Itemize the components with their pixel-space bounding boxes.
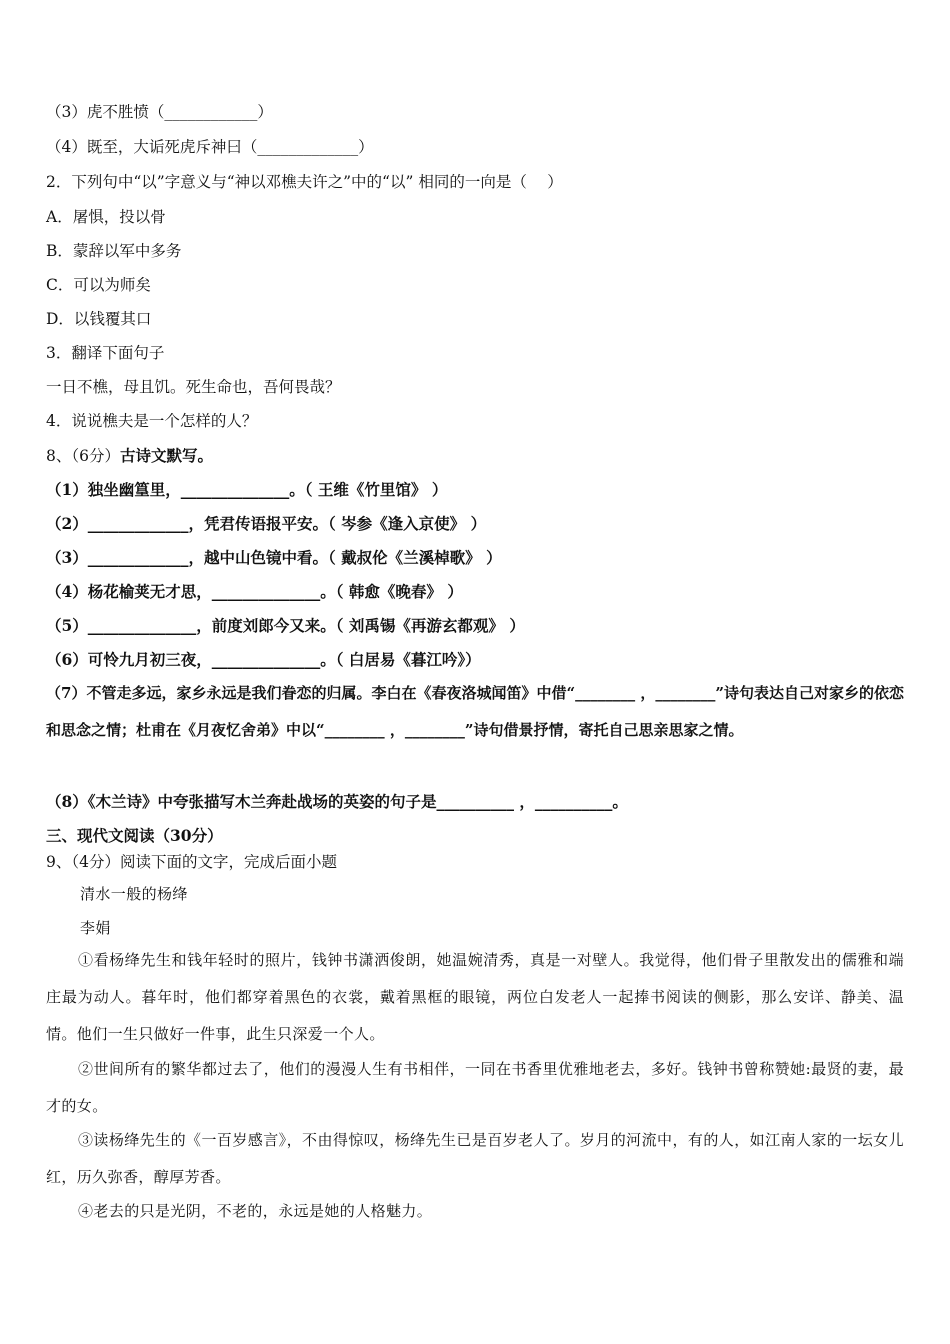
q8-item-5: （5）______________，前度刘郎今又来。（ 刘禹锡《再游玄都观》 ） [46,616,525,635]
article-paragraph-3: ③读杨绛先生的《一百岁感言》，不由得惊叹，杨绛先生已是百岁老人了。岁月的河流中，有的人，如江南人家的一坛女儿红，历久弥香，醇厚芳香。 [46,1131,904,1186]
q8-heading-title: 古诗文默写。 [119,446,213,465]
q3-stem: 3．翻译下面句子 [46,344,165,362]
q3-sentence: 一日不樵，母且饥。死生命也，吾何畏哉？ [46,378,341,396]
q8-item-8: （8）《木兰诗》中夸张描写木兰奔赴战场的英姿的句子是__________ ，__________。 [46,792,628,811]
q2-stem: 2．下列句中“以”字意义与“神以邓樵夫许之”中的“以” 相同的一向是（ ） [46,173,563,191]
q1-item-4: （4）既至，大诟死虎斥神曰（_____________） [46,138,374,156]
q2-option-a: A．屠惧，投以骨 [46,208,166,226]
q8-item-2: （2）_____________，凭君传语报平安。（ 岑参《逢入京使》 ） [46,514,487,533]
article-paragraph-1: ①看杨绛先生和钱年轻时的照片，钱钟书潇洒俊朗，她温婉清秀，真是一对壁人。我觉得，他们骨子里散发出的儒雅和端庄最为动人。暮年时，他们都穿着黑色的衣裳，戴着黑框的眼镜，两位白发老人一起捧书阅读的侧影，那么安详、静美、温情。他们一生只做好一件事，此生只深爱一个人。 [46,951,904,1043]
q8-item-1: （1）独坐幽篁里，______________。（ 王维《竹里馆》 ） [46,480,448,499]
article-paragraph-2: ②世间所有的繁华都过去了，他们的漫漫人生有书相伴，一同在书香里优雅地老去，多好。钱钟书曾称赞她:最贤的妻，最才的女。 [46,1060,904,1115]
q2-option-d: D．以钱覆其口 [46,310,152,328]
article-title: 清水一般的杨绛 [80,885,188,903]
q8-heading [46,446,213,466]
q8-item-4: （4）杨花榆荚无才思，______________。（ 韩愈《晚春》 ） [46,582,463,601]
article-paragraph-4: ④老去的只是光阴，不老的，永远是她的人格魅力。 [78,1202,433,1220]
q8-heading-prefix: 8、（6分） [46,447,120,465]
q4-stem: 4．说说樵夫是一个怎样的人？ [46,412,258,430]
q8-item-6: （6）可怜九月初三夜，______________。（ 白居易《暮江吟》） [46,650,481,669]
q2-option-b: B．蒙辞以军中多务 [46,242,182,260]
q2-option-c: C．可以为师矣 [46,276,151,294]
q1-item-3: （3）虎不胜愤（____________） [46,103,273,121]
q9-heading: 9、（4分）阅读下面的文字，完成后面小题 [46,853,337,871]
q8-item-3: （3）_____________，越中山色镜中看。（ 戴叔伦《兰溪棹歌》 ） [46,548,502,567]
section-3-title: 三、现代文阅读（30分） [46,826,223,845]
article-author: 李娟 [80,919,111,937]
q8-item-7: （7）不管走多远，家乡永远是我们眷恋的归属。李白在《春夜洛城闻笛》中借“________ ，________”诗句表达自己对家乡的依恋和思念之情；杜甫在《月夜忆舍弟》中以“________ ，________”诗句借景抒情，寄托自己思亲思家之情。 [46,684,904,739]
